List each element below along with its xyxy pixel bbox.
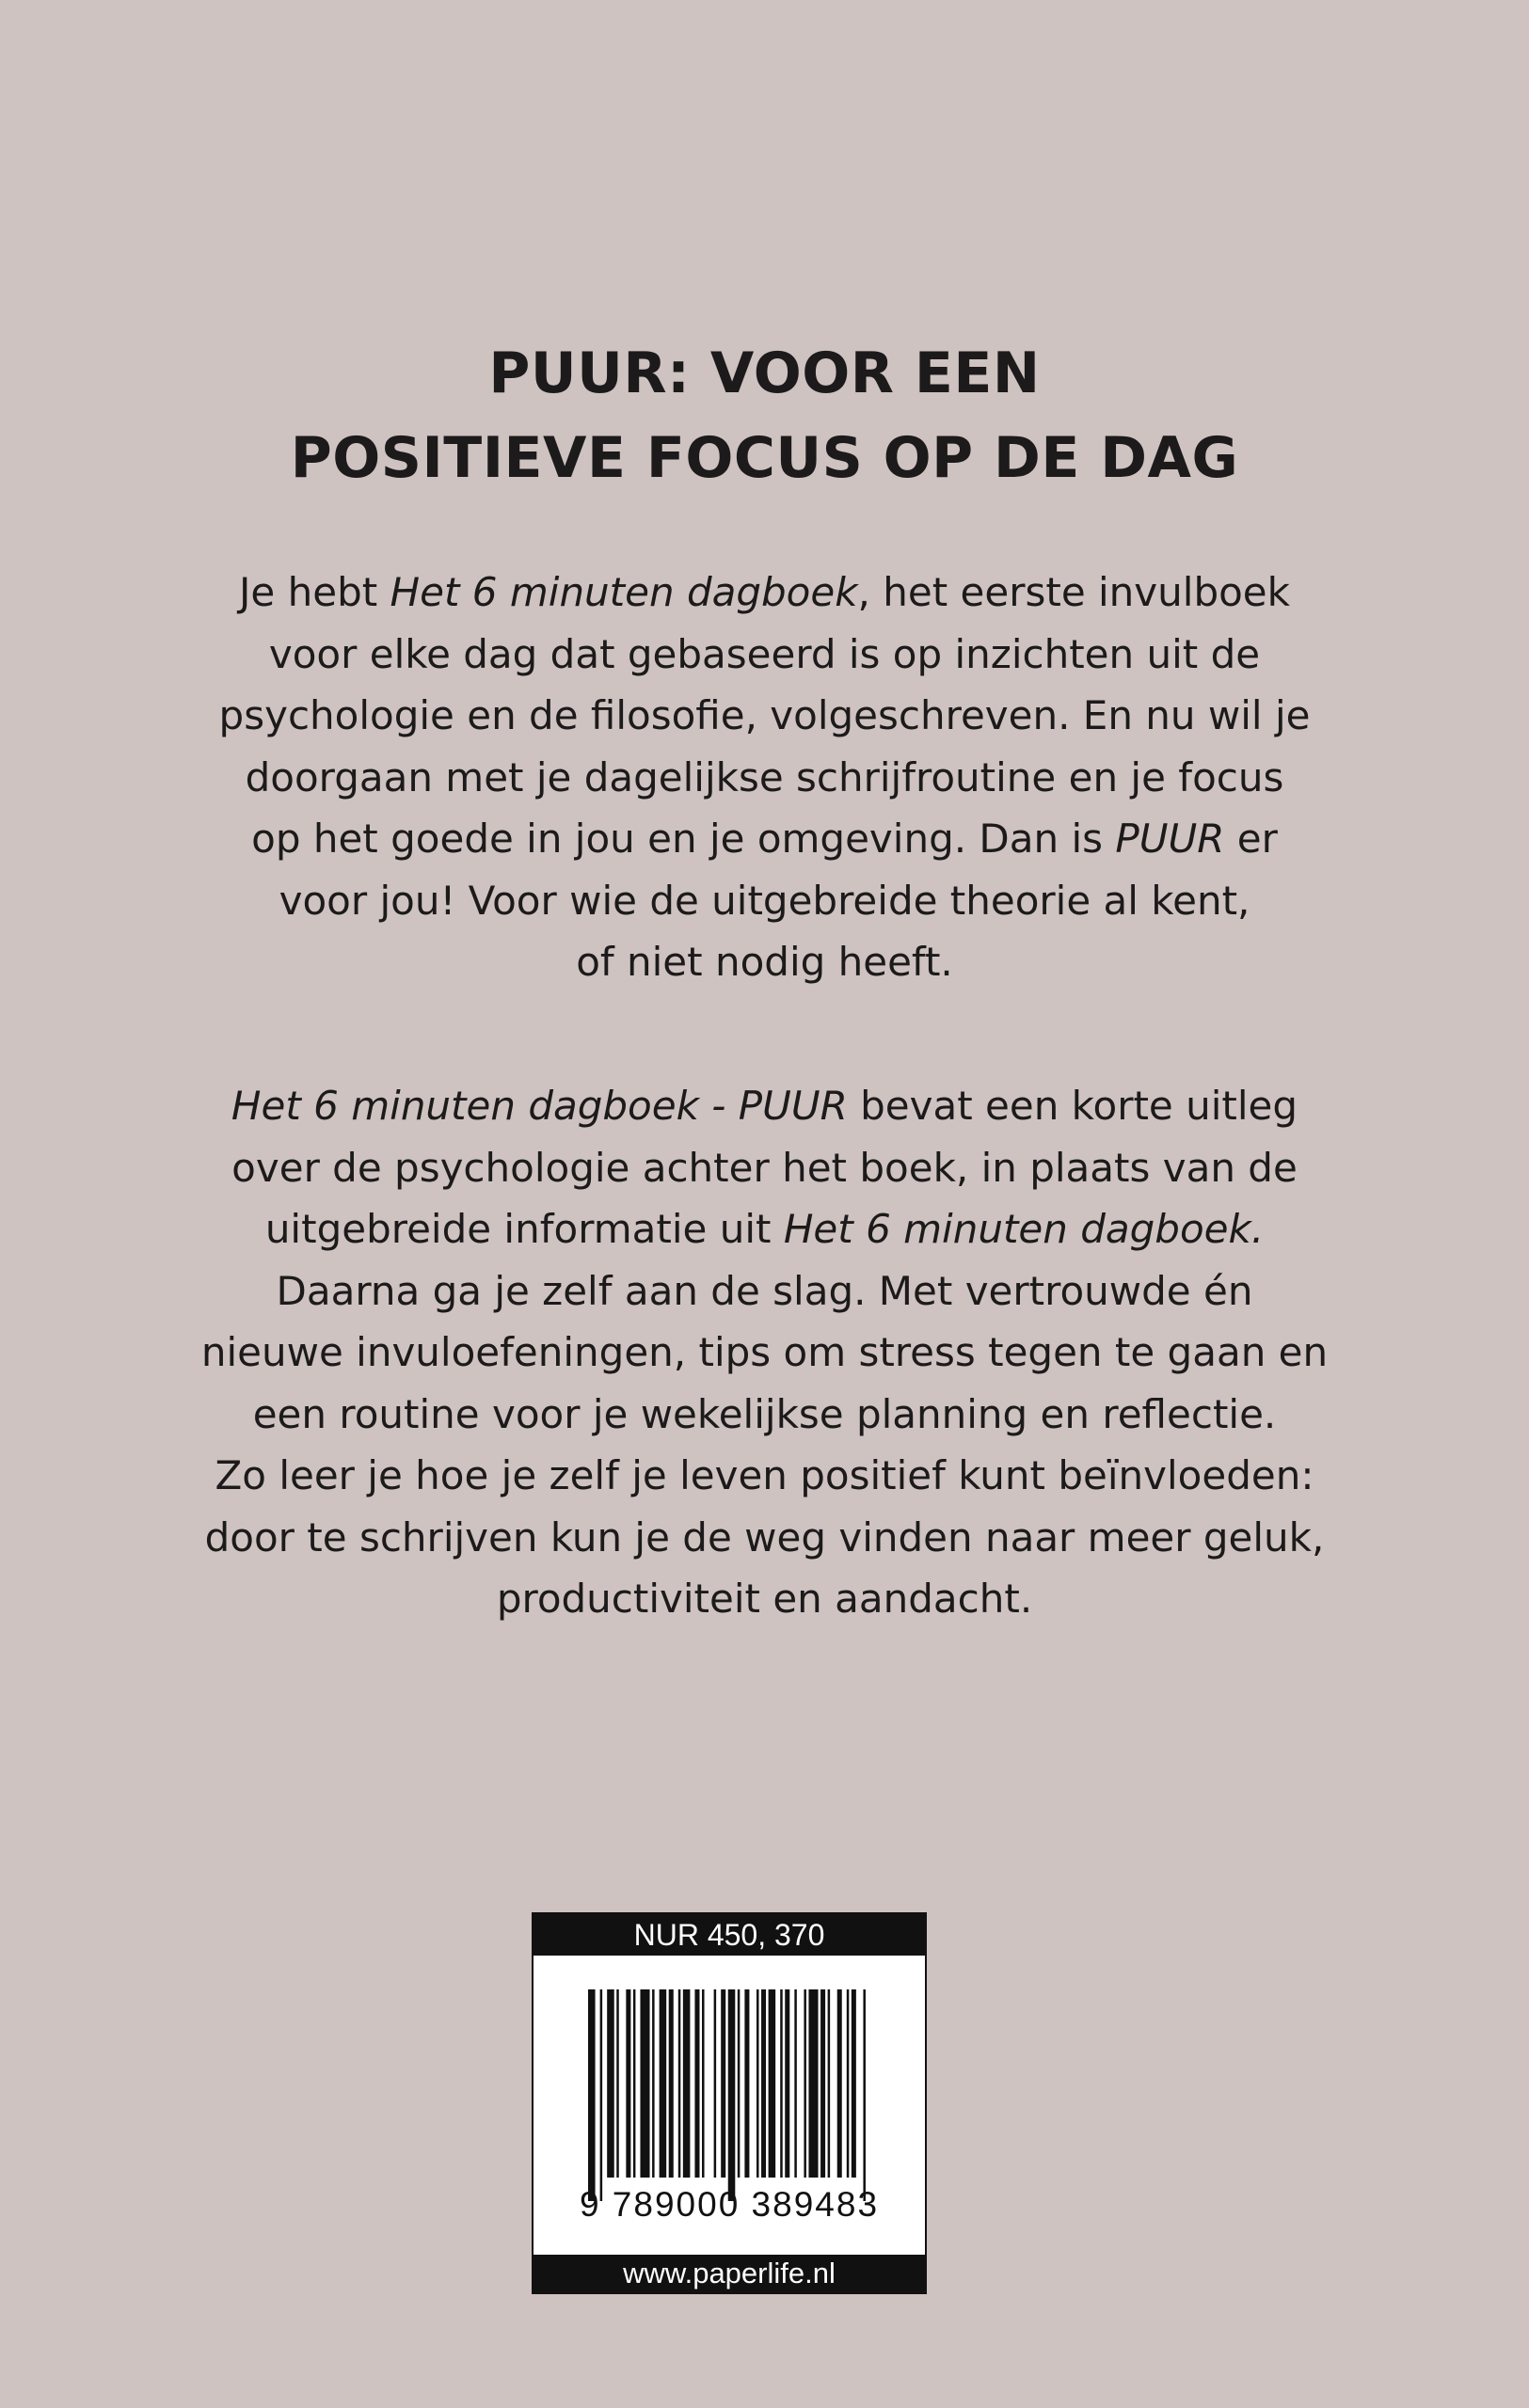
barcode-bar — [588, 1989, 596, 2201]
blurb-1-line-3: psychologie en de filosofie, volgeschreven. En nu wil je — [218, 692, 1311, 738]
heading-line-1: PUUR: VOOR EEN — [488, 341, 1041, 406]
barcode-bar — [744, 1989, 749, 2178]
barcode-bar — [683, 1989, 691, 2178]
blurb-1-line-2: voor elke dag dat gebaseerd is op inzichten uit de — [268, 630, 1261, 677]
blurb-paragraph-2 — [132, 1075, 1397, 1630]
blurb-1-line-1-text-end: , het eerste invulboek — [857, 569, 1290, 615]
blurb-2-line-6: een routine voor je wekelijkse planning en reflectie. — [252, 1390, 1277, 1437]
barcode-bar — [757, 1989, 759, 2178]
barcode-bar — [837, 1989, 842, 2178]
blurb-1-line-4: doorgaan met je dagelijkse schrijfroutine en je focus — [245, 753, 1284, 800]
blurb-1-line-7: of niet nodig heeft. — [576, 939, 953, 985]
barcode-bar — [820, 1989, 825, 2178]
barcode-bar — [728, 1989, 736, 2201]
barcode-bar — [702, 1989, 705, 2178]
barcode-icon — [550, 1989, 908, 2215]
puur-emphasis: PUUR — [1115, 816, 1225, 862]
blurb-1-line-1 — [132, 562, 1397, 624]
cover-heading — [0, 331, 1529, 500]
barcode-bar — [785, 1989, 789, 2178]
blurb-paragraph-1 — [132, 562, 1397, 993]
blurb-2-line-1-text-end: bevat een korte uitleg — [847, 1083, 1298, 1129]
barcode-bar — [678, 1989, 681, 2178]
blurb-2-line-2: over de psychologie achter het boek, in plaats van de — [231, 1144, 1298, 1191]
blurb-1-line-6: voor jou! Voor wie de uitgebreide theorie al kent, — [279, 877, 1250, 924]
barcode-bar — [626, 1989, 630, 2178]
blurb-2-line-3-text: uitgebreide informatie uit — [264, 1206, 784, 1252]
barcode-bar — [804, 1989, 806, 2178]
barcode-bar — [640, 1989, 649, 2178]
blurb-2-line-5: nieuwe invuloefeningen, tips om stress tegen te gaan en — [200, 1329, 1329, 1375]
barcode-bar — [721, 1989, 725, 2178]
blurb-1-line-5-text: op het goede in jou en je omgeving. Dan is — [251, 816, 1116, 862]
barcode-bar — [714, 1989, 717, 2178]
blurb-1-line-1-text: Je hebt — [239, 569, 390, 615]
barcode-bar — [761, 1989, 766, 2178]
blurb-2-line-7: Zo leer je hoe je zelf je leven positief kunt beïnvloeden: — [215, 1452, 1314, 1498]
barcode-bar — [769, 1989, 776, 2178]
blurb-1-line-5-text-end: er — [1224, 816, 1278, 862]
barcode-bar — [633, 1989, 636, 2178]
barcode-bar — [847, 1989, 850, 2178]
publisher-url: www.paperlife.nl — [534, 2255, 925, 2292]
blurb-2-line-4: Daarna ga je zelf aan de slag. Met vertrouwde én — [276, 1267, 1253, 1314]
blurb-2-line-1 — [132, 1075, 1397, 1137]
barcode-bar — [600, 1989, 603, 2201]
book-title-emphasis: Het 6 minuten dagboek — [390, 569, 858, 615]
blurb-2-line-8: door te schrijven kun je de weg vinden naar meer geluk, — [204, 1513, 1325, 1560]
barcode-bar — [660, 1989, 667, 2178]
barcode-bar — [863, 1989, 866, 2201]
barcode-bar — [852, 1989, 856, 2178]
barcode-bar — [669, 1989, 674, 2178]
blurb-2-line-3 — [132, 1198, 1397, 1260]
book-title-puur-emphasis: Het 6 minuten dagboek - PUUR — [231, 1083, 848, 1129]
isbn-barcode-block — [532, 1912, 927, 2294]
barcode-bar — [607, 1989, 614, 2178]
barcode-bar — [808, 1989, 818, 2178]
barcode-bar — [652, 1989, 655, 2178]
barcode-bar — [794, 1989, 797, 2178]
barcode-bar — [738, 1989, 741, 2178]
barcode-bar — [694, 1989, 699, 2178]
isbn-number: 9 789000 389483 — [579, 2185, 880, 2224]
heading-line-2: POSITIEVE FOCUS OP DE DAG — [290, 425, 1239, 491]
barcode-bar — [616, 1989, 619, 2178]
blurb-1-line-5 — [132, 808, 1397, 870]
barcode-bar — [780, 1989, 783, 2178]
barcode-bar — [828, 1989, 831, 2178]
blurb-2-line-9: productiviteit en aandacht. — [496, 1576, 1033, 1622]
nur-code: NUR 450, 370 — [534, 1914, 925, 1956]
book-title-emphasis-2: Het 6 minuten dagboek. — [783, 1206, 1265, 1252]
